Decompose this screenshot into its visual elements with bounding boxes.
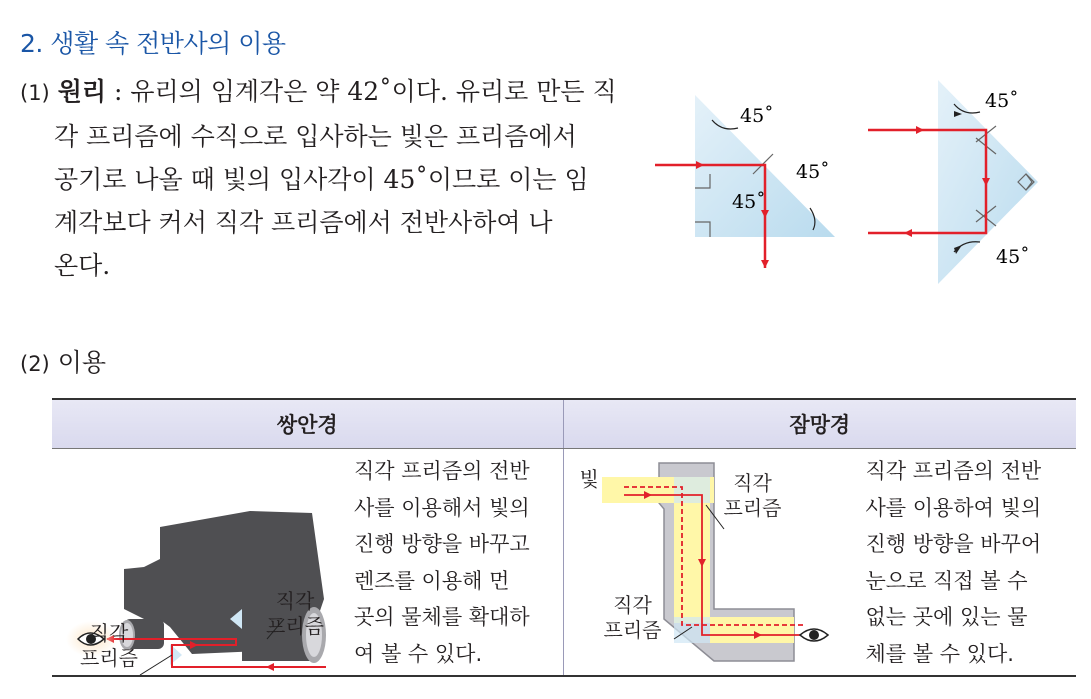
principle-paragraph <box>20 70 620 287</box>
principle-number: (1) <box>20 81 50 105</box>
light-beam <box>674 503 710 623</box>
usage-title <box>20 343 106 379</box>
header-periscope: 잠망경 <box>563 399 1076 449</box>
principle-line-5: 온다. <box>54 251 111 280</box>
principle-line-1: (1) 원리 : 유리의 임계각은 약 42˚이다. 유리로 만든 직 <box>20 77 617 106</box>
header-binoculars: 쌍안경 <box>52 399 563 449</box>
ray-arrow <box>916 126 924 134</box>
periscope-description: 직각 프리즘의 전반 사를 이용하여 빛의 진행 방향을 바꾸어 눈으로 직접 볼 수 없는 곳에 있는 물 체를 볼 수 있다. <box>865 459 1042 666</box>
binoculars-cell <box>52 449 563 677</box>
ray-arrow <box>266 663 274 671</box>
prism-label-lower: 직각 프리즘 <box>80 621 138 670</box>
principle-line-3: 공기로 나올 때 빛의 입사각이 45˚이므로 이는 임 <box>54 165 589 194</box>
angle-label: 45˚ <box>740 105 774 127</box>
prism-diagrams <box>640 70 1060 295</box>
light-label: 빛 <box>579 467 599 491</box>
usage-table <box>52 398 1076 677</box>
periscope-cell <box>563 449 1076 677</box>
label-leader <box>140 655 172 675</box>
principle-line-4: 계각보다 커서 직각 프리즘에서 전반사하여 나 <box>54 208 553 237</box>
eye-icon <box>800 629 828 641</box>
prism-label-lower: 직각 프리즘 <box>603 593 662 642</box>
principle-heading: 원리 <box>57 77 107 106</box>
usage-heading: 이용 <box>57 348 107 377</box>
prism-label-upper: 직각 프리즘 <box>723 471 782 520</box>
ray-arrow <box>904 229 912 237</box>
angle-label: 45˚ <box>985 90 1019 112</box>
angle-label: 45˚ <box>996 246 1030 268</box>
principle-line-2: 각 프리즘에 수직으로 입사하는 빛은 프리즘에서 <box>54 122 577 151</box>
prism-label-upper: 직각 프리즘 <box>266 589 324 638</box>
section-title: 2. 생활 속 전반사의 이용 <box>20 29 286 58</box>
angle-label: 45˚ <box>732 191 766 213</box>
binoculars-description: 직각 프리즘의 전반 사를 이용해서 빛의 진행 방향을 바꾸고 렌즈를 이용해 먼 곳의 물체를 확대하 여 볼 수 있다. <box>354 459 530 666</box>
angle-label: 45˚ <box>796 161 830 183</box>
light-beam <box>710 617 794 643</box>
usage-number: (2) <box>20 352 50 376</box>
right-angle-prism <box>674 617 710 643</box>
ray-arrow <box>761 260 769 268</box>
right-angle-prism <box>674 477 710 503</box>
